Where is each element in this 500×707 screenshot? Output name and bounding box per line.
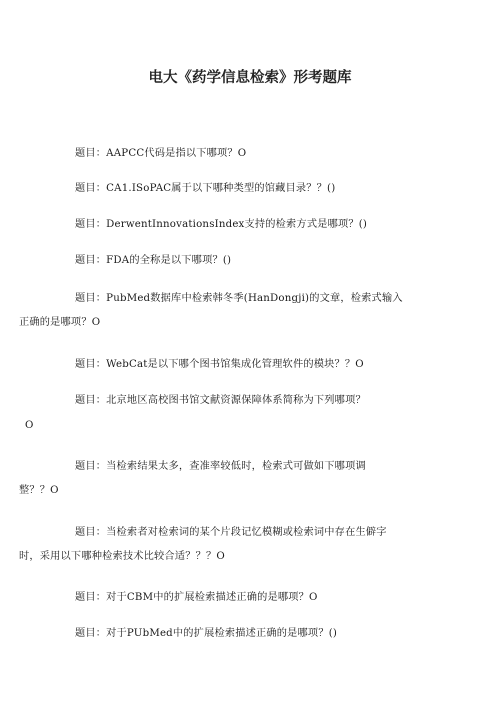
question-text: 题目：AAPCC代码是指以下哪项？O (75, 148, 247, 159)
document-title: 电大《药学信息检索》形考题库 (148, 70, 352, 86)
question-3 (75, 217, 447, 233)
question-text-continued: 正确的是哪项？O (19, 317, 101, 328)
question-7 (25, 393, 447, 434)
question-text: 题目：DerwentInnovationsIndex支持的检索方式是哪项？() (75, 219, 368, 230)
question-text: 题目：FDA的全称是以下哪项？() (75, 255, 232, 266)
question-8 (19, 459, 447, 499)
question-9 (19, 525, 447, 565)
question-text-continued: 整？？O (19, 485, 59, 496)
question-text: 题目：CA1.ISoPAC属于以下哪种类型的馆藏目录？？() (75, 183, 336, 194)
question-2 (75, 181, 447, 197)
question-4 (75, 253, 447, 269)
question-text: 题目：PubMed数据库中检索韩冬季(HanDongji)的文章，检索式输入 (75, 293, 403, 304)
question-11 (75, 626, 447, 642)
question-text: 题目：当检索者对检索词的某个片段记忆模糊或检索词中存在生僻字 (75, 527, 387, 538)
question-10 (75, 590, 447, 606)
question-text: 题目：对于CBM中的扩展检索描述正确的是哪项？O (75, 592, 318, 603)
question-text-continued: 时，采用以下哪种检索技术比较合适？？？O (19, 551, 225, 562)
question-6 (75, 357, 447, 373)
question-text: 题目：当检索结果太多，查准率较低时，检索式可做如下哪项调 (75, 461, 366, 472)
question-5 (19, 291, 447, 331)
question-text: 题目：对于PUbMed中的扩展检索描述正确的是哪项？() (75, 628, 338, 639)
question-1 (75, 146, 447, 162)
question-text: 题目：WebCat是以下哪个图书馆集成化管理软件的模块？？O (75, 359, 364, 370)
question-text-continued: O (25, 420, 34, 431)
question-text: 题目：北京地区高校图书馆文献资源保障体系简称为下列哪项？ (75, 395, 366, 406)
